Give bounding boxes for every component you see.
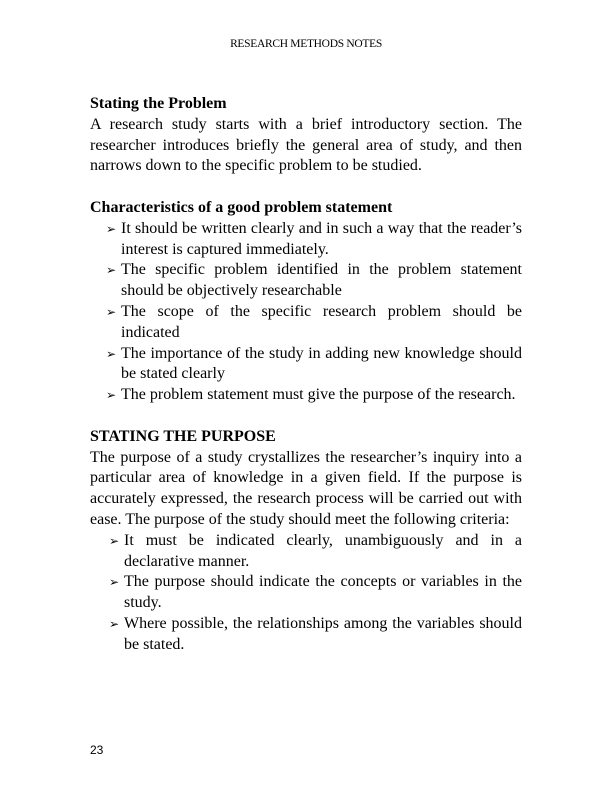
section-heading-characteristics: Characteristics of a good problem statement	[90, 198, 393, 216]
list-item: ➢ The scope of the specific research problem should be indicated	[106, 302, 522, 341]
section-heading-stating-problem: Stating the Problem	[90, 95, 227, 112]
section-heading-stating-purpose: STATING THE PURPOSE	[90, 427, 276, 445]
list-item: ➢ The purpose should indicate the concepts or variables in the study.	[109, 573, 522, 612]
list-item: ➢ Where possible, the relationships among the variables should be stated.	[109, 614, 522, 653]
arrow-bullet-icon: ➢	[109, 575, 120, 590]
list-item: ➢ The problem statement must give the purpose of the research.	[106, 385, 522, 406]
list-item: ➢ It should be written clearly and in such a way that the reader’s interest is captured immediately.	[106, 219, 522, 258]
arrow-bullet-icon: ➢	[109, 533, 120, 548]
arrow-bullet-icon: ➢	[109, 616, 120, 631]
list-item: ➢ The importance of the study in adding new knowledge should be stated clearly	[106, 344, 522, 383]
arrow-bullet-icon: ➢	[106, 346, 117, 361]
arrow-bullet-icon: ➢	[106, 304, 117, 319]
characteristics-list	[90, 219, 522, 406]
page-number: 23	[90, 743, 104, 757]
arrow-bullet-icon: ➢	[106, 263, 117, 278]
list-item: ➢ The specific problem identified in the problem statement should be objectively researchable	[106, 261, 522, 300]
document-body	[90, 94, 522, 656]
list-item: ➢ It must be indicated clearly, unambiguously and in a declarative manner.	[109, 531, 522, 570]
paragraph-stating-problem: A research study starts with a brief introductory section. The researcher introduces briefly the general area of study, and then narrows down to the specific problem to be studied.	[90, 115, 522, 175]
arrow-bullet-icon: ➢	[106, 388, 117, 403]
arrow-bullet-icon: ➢	[106, 221, 117, 236]
purpose-criteria-list	[90, 531, 522, 656]
paragraph-stating-purpose: The purpose of a study crystallizes the researcher’s inquiry into a particular area of knowledge in a given field. If the purpose is accurately expressed, the research process will be carried out with ease. The purpose of the study should meet the following criteria:	[90, 448, 522, 528]
running-header: RESEARCH METHODS NOTES	[230, 38, 382, 50]
